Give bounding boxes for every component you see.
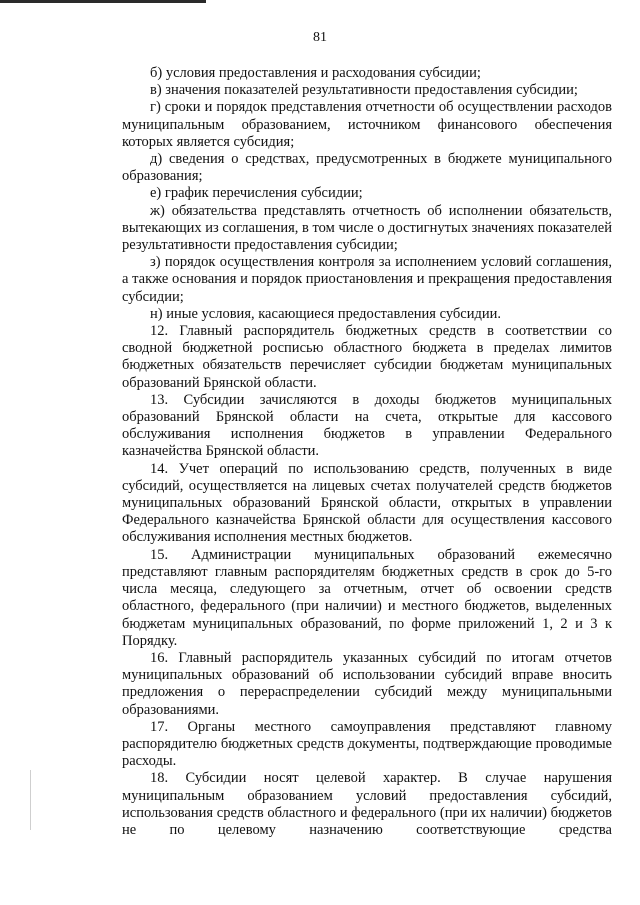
paragraph-16: 16. Главный распорядитель указанных субсидий по итогам отчетов муниципальных образований об использовании субсидий вправе вносить предложения о перераспределении субсидий между муниципальными образованиями. [122,649,612,718]
paragraph-v: в) значения показателей результативности предоставления субсидии; [150,82,578,99]
paragraph-18: 18. Субсидии носят целевой характер. В случае нарушения муниципальным образованием условий предоставления субсидий, использования средств областного и федерального (при их наличии) бюджетов не по целевому назначению соответствующие средства [122,770,612,838]
paragraph-13: 13. Субсидии зачисляются в доходы бюджетов муниципальных образований Брянской области на счета, открытые для кассового обслуживания исполнения бюджетов в управлении Федерального казначейства Брянской области. [122,391,612,460]
page-number: 81 [313,30,327,45]
paragraph-d: д) сведения о средствах, предусмотренных в бюджете муниципального образования; [122,151,612,185]
paragraph-z: з) порядок осуществления контроля за исполнением условий соглашения, а также основания и порядок приостановления и прекращения предоставления субсидии; [122,254,612,305]
paragraph-n: н) иные условия, касающиеся предоставления субсидии. [150,305,501,322]
document-body [122,65,612,839]
paragraph-14: 14. Учет операций по использованию средств, полученных в виде субсидий, осуществляется на лицевых счетах получателей средств бюджетов муниципальных образований Брянской области, открытых в управлении Федерального казначейства Брянской области для осуществления кассового обслуживания исполнения местных бюджетов. [122,460,612,546]
paragraph-12: 12. Главный распорядитель бюджетных средств в соответствии со сводной бюджетной росписью областного бюджета в пределах лимитов бюджетных обязательств перечисляет субсидии бюджетам муниципальных образований Брянской области. [122,323,612,391]
paragraph-15: 15. Администрации муниципальных образований ежемесячно представляют главным распорядителям бюджетных средств в срок до 5-го числа месяца, следующего за отчетным, отчет об освоении средств областного, федерального (при наличии) и местного бюджетов, выделенных бюджетам муниципальных образований, по форме приложений 1, 2 и 3 к Порядку. [122,546,612,649]
top-rule [0,0,206,3]
scan-margin-mark [30,770,31,830]
paragraph-b: б) условия предоставления и расходования субсидии; [150,65,481,81]
paragraph-g: г) сроки и порядок представления отчетности об осуществлении расходов муниципальным образованием, источником финансового обеспечения которых является субсидия; [122,99,612,150]
paragraph-zh: ж) обязательства представлять отчетность об исполнении обязательств, вытекающих из соглашения, в том числе о достигнутых значениях показателей результативности предоставления субсидии; [122,202,612,254]
paragraph-17: 17. Органы местного самоуправления представляют главному распорядителю бюджетных средств документы, подтверждающие проводимые расходы. [122,718,612,770]
paragraph-e: е) график перечисления субсидии; [150,185,363,202]
